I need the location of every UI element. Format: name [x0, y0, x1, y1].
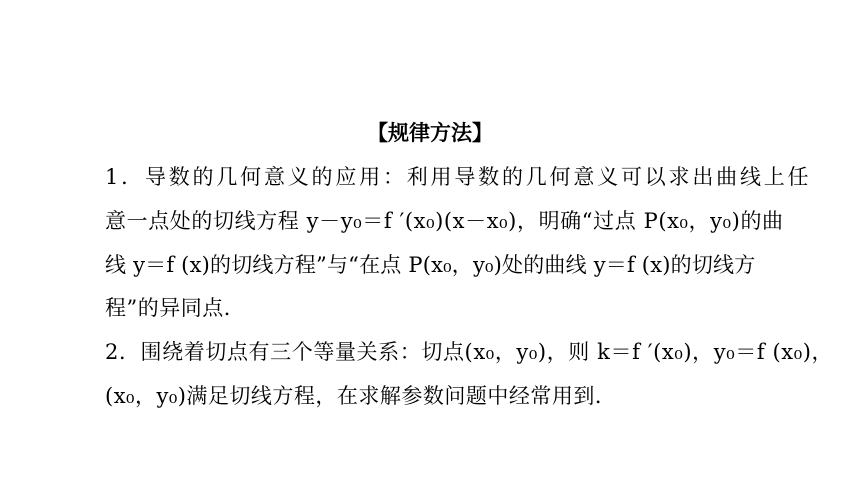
section-heading: 【规律方法】 [367, 121, 493, 145]
text-line-6: (x₀，y₀)满足切线方程，在求解参数问题中经常用到． [105, 384, 617, 408]
text-line-4: 程”的异同点． [105, 296, 246, 320]
text-line-1: 1．导数的几何意义的应用：利用导数的几何意义可以求出曲线上任 [105, 165, 812, 189]
text-line-5: 2．围绕着切点有三个等量关系：切点(x₀，y₀)，则 k＝f ′(x₀)，y₀＝f (x₀)， [105, 340, 834, 364]
text-line-2: 意一点处的切线方程 y－y₀＝f ′(x₀)(x－x₀)，明确“过点 P(x₀，y₀)的曲 [105, 209, 784, 233]
text-line-3: 线 y＝f (x)的切线方程”与“在点 P(x₀，y₀)处的曲线 y＝f (x)的切线方 [105, 253, 756, 277]
